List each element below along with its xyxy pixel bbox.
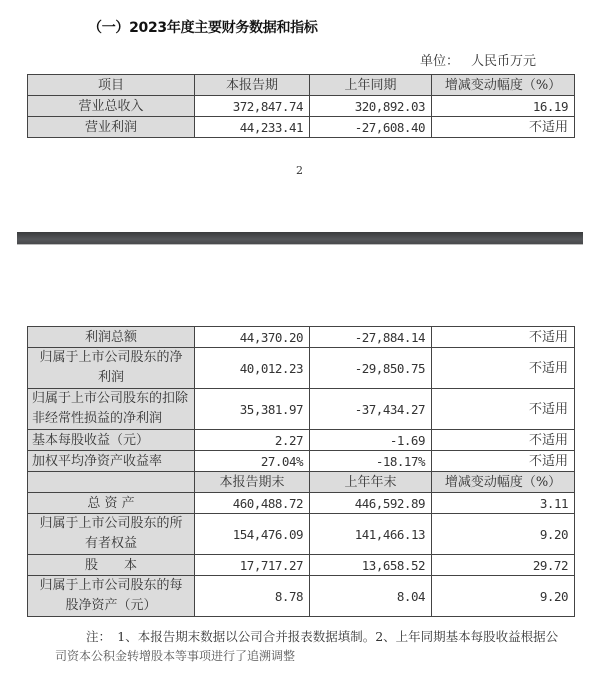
header-current: 本报告期 bbox=[195, 75, 310, 96]
table-row bbox=[28, 493, 575, 514]
cell-prior: 8.04 bbox=[310, 576, 432, 617]
cell-prior: -18.17% bbox=[310, 451, 432, 472]
row-label: 总 资 产 bbox=[28, 493, 195, 514]
table-row bbox=[28, 96, 575, 117]
cell-prior: 446,592.89 bbox=[310, 493, 432, 514]
cell-current: 2.27 bbox=[195, 430, 310, 451]
table-header-row bbox=[28, 75, 575, 96]
header-item: 项目 bbox=[28, 75, 195, 96]
financial-table-2 bbox=[27, 326, 575, 617]
cell-change: 3.11 bbox=[432, 493, 575, 514]
cell-change: 不适用 bbox=[432, 117, 575, 138]
table-row bbox=[28, 514, 575, 555]
cell-current: 460,488.72 bbox=[195, 493, 310, 514]
page-number: 2 bbox=[296, 164, 303, 177]
subheader-item bbox=[28, 472, 195, 493]
row-label: 归属于上市公司股东的所有者权益 bbox=[28, 514, 195, 555]
row-label: 利润总额 bbox=[28, 327, 195, 348]
table-row bbox=[28, 348, 575, 389]
row-label: 归属于上市公司股东的扣除非经常性损益的净利润 bbox=[28, 389, 195, 430]
cell-change: 不适用 bbox=[432, 389, 575, 430]
cell-prior: -37,434.27 bbox=[310, 389, 432, 430]
subheader-change: 增减变动幅度（%） bbox=[432, 472, 575, 493]
row-label: 归属于上市公司股东的净利润 bbox=[28, 348, 195, 389]
footnote-line-2-clipped bbox=[55, 647, 296, 663]
cell-current: 17,717.27 bbox=[195, 555, 310, 576]
page-divider-bar bbox=[17, 232, 583, 245]
table-row bbox=[28, 117, 575, 138]
cell-prior: 320,892.03 bbox=[310, 96, 432, 117]
row-label: 营业利润 bbox=[28, 117, 195, 138]
row-label: 基本每股收益（元） bbox=[28, 430, 195, 451]
cell-change: 29.72 bbox=[432, 555, 575, 576]
cell-prior: -27,884.14 bbox=[310, 327, 432, 348]
subheader-prior: 上年年末 bbox=[310, 472, 432, 493]
unit-value: 人民币万元 bbox=[471, 54, 537, 69]
cell-prior: 141,466.13 bbox=[310, 514, 432, 555]
table-row bbox=[28, 327, 575, 348]
table-row bbox=[28, 555, 575, 576]
unit-note bbox=[420, 50, 536, 69]
cell-change: 不适用 bbox=[432, 451, 575, 472]
footnote-line-2-text: 司资本公积金转增股本等事项进行了追溯调整 bbox=[55, 649, 296, 663]
unit-label: 单位： bbox=[420, 54, 460, 69]
cell-current: 44,233.41 bbox=[195, 117, 310, 138]
cell-change: 不适用 bbox=[432, 430, 575, 451]
cell-current: 27.04% bbox=[195, 451, 310, 472]
subheader-current: 本报告期末 bbox=[195, 472, 310, 493]
cell-prior: -27,608.40 bbox=[310, 117, 432, 138]
cell-current: 154,476.09 bbox=[195, 514, 310, 555]
cell-prior: -29,850.75 bbox=[310, 348, 432, 389]
table-row bbox=[28, 576, 575, 617]
row-label: 加权平均净资产收益率 bbox=[28, 451, 195, 472]
cell-current: 8.78 bbox=[195, 576, 310, 617]
cell-prior: -1.69 bbox=[310, 430, 432, 451]
table-row bbox=[28, 451, 575, 472]
row-label: 股 本 bbox=[28, 555, 195, 576]
footnote-line-1: 注： 1、本报告期末数据以公司合并报表数据填制。2、上年同期基本每股收益根据公 bbox=[86, 629, 559, 644]
section-title: （一）2023年度主要财务数据和指标 bbox=[88, 20, 318, 36]
cell-change: 9.20 bbox=[432, 576, 575, 617]
cell-current: 44,370.20 bbox=[195, 327, 310, 348]
cell-current: 372,847.74 bbox=[195, 96, 310, 117]
cell-change: 16.19 bbox=[432, 96, 575, 117]
table-subheader-row bbox=[28, 472, 575, 493]
table-row bbox=[28, 389, 575, 430]
table-row bbox=[28, 430, 575, 451]
row-label: 营业总收入 bbox=[28, 96, 195, 117]
header-prior: 上年同期 bbox=[310, 75, 432, 96]
cell-change: 不适用 bbox=[432, 327, 575, 348]
cell-prior: 13,658.52 bbox=[310, 555, 432, 576]
cell-change: 不适用 bbox=[432, 348, 575, 389]
financial-table-1 bbox=[27, 74, 575, 138]
cell-current: 40,012.23 bbox=[195, 348, 310, 389]
header-change: 增减变动幅度（%） bbox=[432, 75, 575, 96]
cell-current: 35,381.97 bbox=[195, 389, 310, 430]
cell-change: 9.20 bbox=[432, 514, 575, 555]
row-label: 归属于上市公司股东的每股净资产（元） bbox=[28, 576, 195, 617]
